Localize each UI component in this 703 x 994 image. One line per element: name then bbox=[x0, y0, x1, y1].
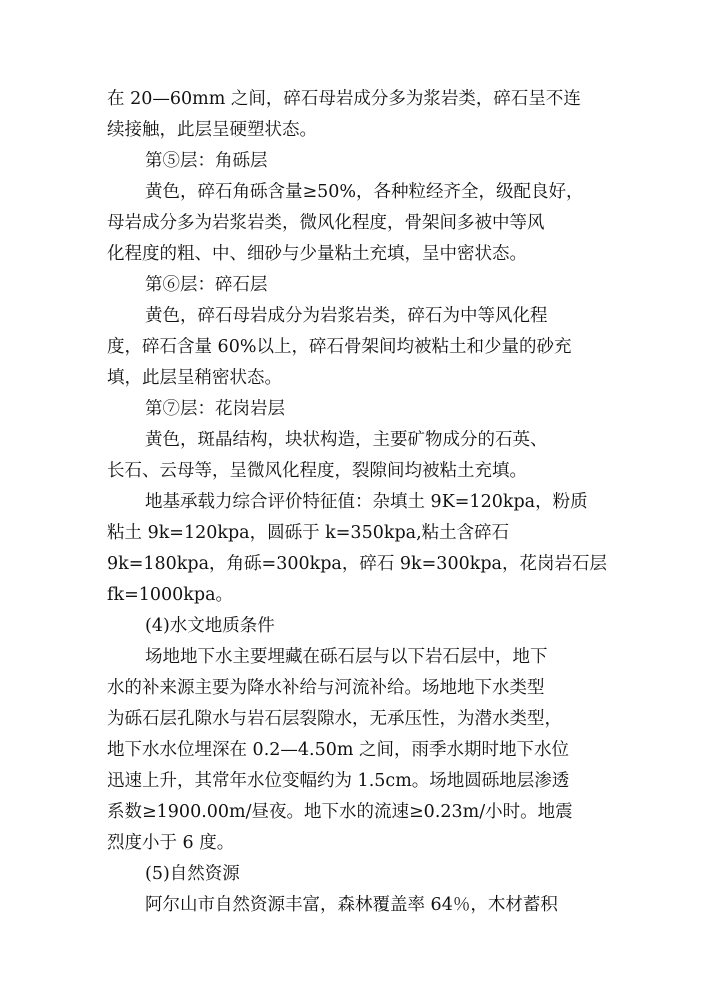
text-line-22: 地下水水位埋深在 0.2—4.50m 之间，雨季水期时地下水位 bbox=[107, 740, 570, 760]
text-line-19: 场地地下水主要埋藏在砾石层与以下岩石层中，地下 bbox=[145, 647, 548, 667]
text-line-15: 粘土 9k=120kpa，圆砾于 k=350kpa,粘土含碎石 bbox=[107, 523, 510, 543]
text-line-23: 迅速上升，其常年水位变幅约为 1.5cm。场地圆砾地层渗透 bbox=[107, 771, 570, 791]
text-line-25: 烈度小于 6 度。 bbox=[107, 833, 235, 853]
text-line-17: fk=1000kpa。 bbox=[107, 585, 234, 605]
text-line-12: 黄色，斑晶结构，块状构造，主要矿物成分的石英、 bbox=[145, 430, 548, 450]
heading-layer-7: 第⑦层：花岗岩层 bbox=[145, 399, 285, 419]
text-line-14: 地基承载力综合评价特征值：杂填土 9K=120kpa，粉质 bbox=[145, 492, 588, 512]
text-line-27: 阿尔山市自然资源丰富，森林覆盖率 64％，木材蓄积 bbox=[145, 895, 558, 915]
text-line-6: 化程度的粗、中、细砂与少量粘土充填，呈中密状态。 bbox=[107, 244, 527, 264]
text-line-20: 水的补来源主要为降水补给与河流补给。场地地下水类型 bbox=[107, 678, 545, 698]
text-line-2: 续接触，此层呈硬塑状态。 bbox=[107, 120, 317, 140]
text-line-10: 填，此层呈稍密状态。 bbox=[107, 368, 282, 388]
heading-layer-6: 第⑥层：碎石层 bbox=[145, 275, 268, 295]
text-line-4: 黄色，碎石角砾含量≥50%，各种粒经齐全，级配良好， bbox=[145, 182, 584, 202]
text-line-5: 母岩成分多为岩浆岩类，微风化程度，骨架间多被中等风 bbox=[107, 213, 545, 233]
text-line-24: 系数≥1900.00m/昼夜。地下水的流速≥0.23m/小时。地震 bbox=[107, 802, 573, 822]
text-line-16: 9k=180kpa，角砾=300kpa，碎石 9k=300kpa，花岗岩石层 bbox=[107, 554, 607, 574]
heading-natural-resources: (5)自然资源 bbox=[145, 864, 240, 884]
text-line-1: 在 20—60mm 之间，碎石母岩成分多为浆岩类，碎石呈不连 bbox=[107, 89, 581, 109]
text-line-21: 为砾石层孔隙水与岩石层裂隙水，无承压性，为潜水类型， bbox=[107, 709, 562, 729]
text-line-9: 度，碎石含量 60%以上，碎石骨架间均被粘土和少量的砂充 bbox=[107, 337, 572, 357]
text-line-8: 黄色，碎石母岩成分为岩浆岩类，碎石为中等风化程 bbox=[145, 306, 548, 326]
heading-hydrogeology: (4)水文地质条件 bbox=[145, 616, 275, 636]
heading-layer-5: 第⑤层：角砾层 bbox=[145, 151, 268, 171]
text-line-13: 长石、云母等，呈微风化程度，裂隙间均被粘土充填。 bbox=[107, 461, 527, 481]
